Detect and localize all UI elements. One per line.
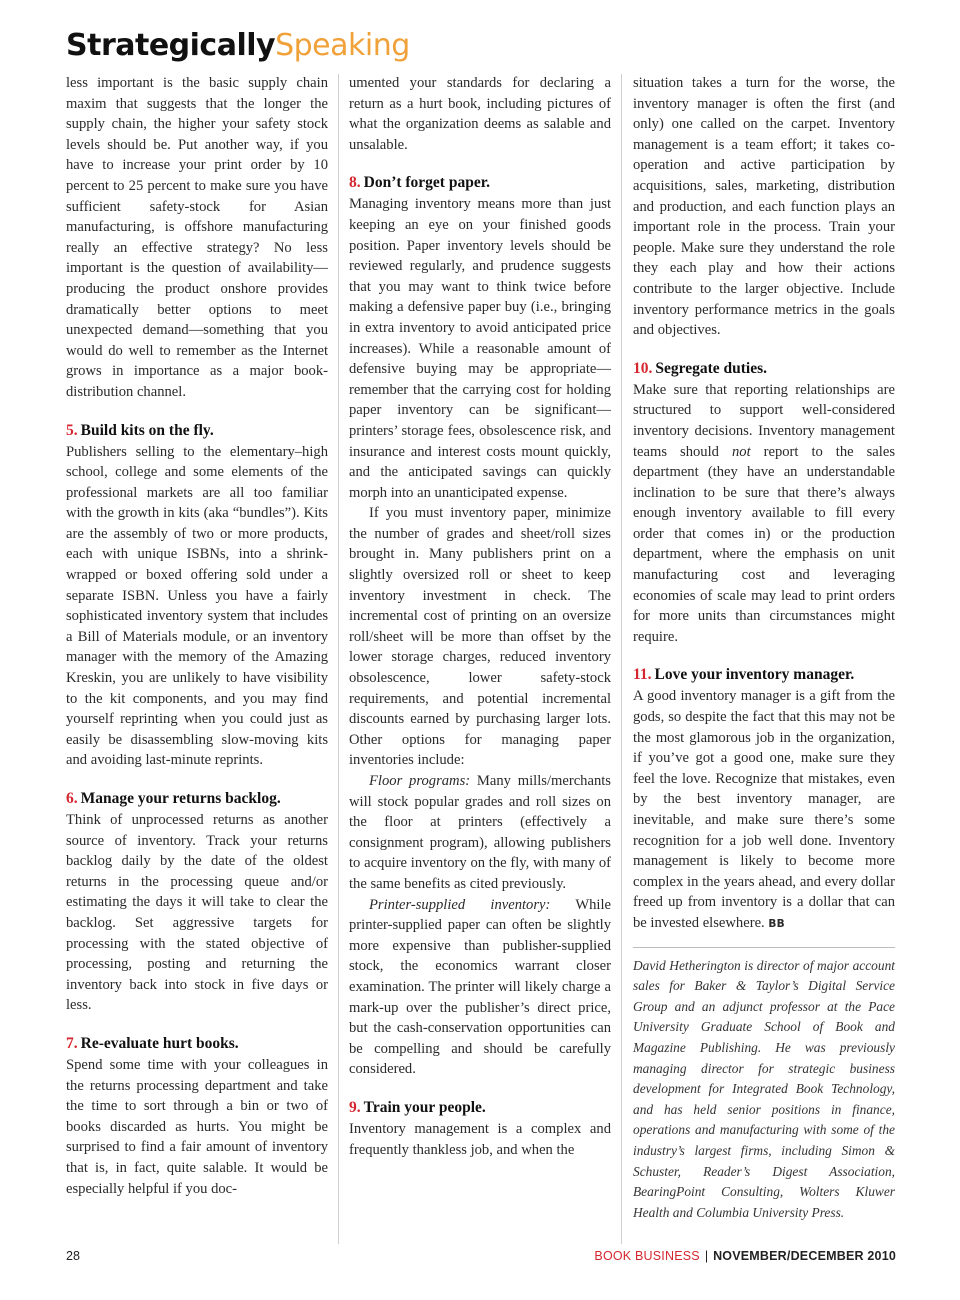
heading-5-title: Build kits on the fly. <box>80 421 214 439</box>
section-10-text-a: Make sure that reporting relationships are structured to support well-considered inventory decisions. Inventory management teams should <box>633 381 895 460</box>
heading-8-title: Don’t forget paper. <box>363 174 491 192</box>
issue-date: NOVEMBER/DECEMBER 2010 <box>713 1249 896 1263</box>
bio-divider <box>633 947 895 948</box>
heading-6-title: Manage your returns backlog. <box>80 790 281 807</box>
column-3 <box>633 73 895 1223</box>
heading-10 <box>633 359 895 379</box>
heading-11 <box>633 665 895 685</box>
heading-5 <box>66 421 328 441</box>
heading-6-number: 6. <box>66 790 78 807</box>
printer-supplied-label: Printer-supplied inventory: <box>369 896 551 913</box>
column-2 <box>349 73 611 1160</box>
footer-separator: | <box>704 1249 709 1263</box>
floor-programs-text: Many mills/merchants will stock popular grades and roll sizes on the floor at printers (effectively a consignment program), allowing publishers to acquire inventory on the fly, with many of the same benefits as cited previously. <box>349 773 611 892</box>
section-10-emphasis: not <box>731 443 751 460</box>
column-divider-1 <box>338 74 339 1244</box>
masthead-title <box>66 28 410 68</box>
section-10-body <box>633 380 895 648</box>
column-divider-2 <box>621 74 622 1244</box>
publication-footer <box>594 1249 896 1263</box>
heading-9-title: Train your people. <box>363 1098 486 1116</box>
author-bio: David Hetherington is director of major account sales for Baker & Taylor’s Digital Service Group and an adjunct professor at the Pace University Graduate School of Book and Magazine Publishing. He was previously managing director for strategic business development for Integrated Book Technology, and has held senior positions in finance, operations and manufacturing with some of the industry’s largest firms, including Simon & Schuster, Reader’s Digest Association, BearingPoint Consulting, Wolters Kluwer Health and Columbia University Press. <box>633 957 895 1220</box>
heading-9-number: 9. <box>349 1098 361 1116</box>
heading-7 <box>66 1034 328 1054</box>
heading-11-number: 11. <box>633 666 652 684</box>
heading-7-number: 7. <box>66 1034 78 1052</box>
section-11-body <box>633 686 895 934</box>
floor-programs-label: Floor programs: <box>369 773 471 789</box>
heading-8-number: 8. <box>349 174 361 192</box>
section-8-printer-supplied <box>349 895 611 1080</box>
section-6-body: Think of unprocessed returns as another source of inventory. Track your returns backlog daily by the date of the oldest returns in the processing queue and/or estimating the days it will take to clear the backlog. Set aggressive targets for processing with the stated objective of processing, posting and returning the inventory back into stock in five days or less. <box>66 812 328 1014</box>
col2-intro: umented your standards for declaring a return as a hurt book, including pictures of what the organization deems as salable and unsalable. <box>349 75 611 153</box>
col3-intro: situation takes a turn for the worse, the inventory manager is often the first (and only) one called on the carpet. Inventory management is a team effort; it takes co-operation and active participation by acquisitions, sales, marketing, distribution and production, and each function plays an important role in the process. Train your people. Make sure they understand the role they each play and how their actions contribute to the larger objective. Include inventory performance metrics in the goals and objectives. <box>633 75 895 339</box>
heading-7-title: Re-evaluate hurt books. <box>80 1034 239 1052</box>
section-5-body: Publishers selling to the elementary–high school, college and some elements of the professional markets are all too familiar with the growth in kits (aka “bundles”). Kits are the assembly of two or more products, each with unique ISBNs, into a shrink-wrapped or boxed offering sold under a separate ISBN. Unless you have a fairly sophisticated inventory system that includes a Bill of Materials module, or an inventory manager with the memory of the Amazing Kreskin, you are unlikely to have visibility to the kit components, and you may find yourself reprinting when you could just as easily be disassembling slow-moving kits and avoiding last-minute reprints. <box>66 443 328 769</box>
heading-9 <box>349 1098 611 1118</box>
column-1 <box>66 73 328 1199</box>
heading-10-title: Segregate duties. <box>655 359 768 377</box>
section-11-text: A good inventory manager is a gift from the gods, so despite the fact that this may not be the most glamorous job in the organization, if you’ve got a good one, make sure they feel the love. Recognize that mistakes, even by the best inventory manager, are inevitable, and make sure there’s some recognition for a job well done. Inventory management is likely to become more complex in the years ahead, and every dollar freed up from inventory is a dollar that can be invested elsewhere. <box>633 688 895 931</box>
heading-6 <box>66 789 328 809</box>
col1-intro: less important is the basic supply chain maxim that suggests that the longer the supply chain, the higher your safety stock levels should be. Put another way, if you have to increase your print order by 10 percent to 25 percent to make sure you have sufficient safety-stock for Asian manufacturing, is offshore manufacturing really an effective strategy? No less important is the question of availability—producing the product onshore provides dramatically better options to meet unexpected demand—something that you would do well to remember as the Internet grows in importance as a major book-distribution channel. <box>66 75 328 400</box>
heading-11-title: Love your inventory manager. <box>654 666 855 684</box>
heading-5-number: 5. <box>66 421 78 439</box>
section-8-para-2: If you must inventory paper, minimize the number of grades and sheet/roll sizes brought in. Many publishers print on a slightly oversized roll or sheet to keep inventory investment in check. The incremental cost of printing on an oversize roll/sheet will be more than offset by the lower storage charges, reduced inventory obsolescence, lower safety-stock requirements, and potential incremental discounts earned by purchasing larger lots. Other options for managing paper inventories include: <box>349 505 611 769</box>
section-7-body: Spend some time with your colleagues in the returns processing department and take the time to sort through a bin or two of books discarded as hurts. You might be surprised to find a fair amount of inventory that is, in fact, quite salable. It would be especially helpful if you doc- <box>66 1056 328 1197</box>
masthead-light: Speaking <box>275 28 410 63</box>
author-signoff: BB <box>768 917 785 930</box>
printer-supplied-text: While printer-supplied paper can often be slightly more expensive than publisher-supplied stock, the economics warrant closer examination. The printer will likely charge a mark-up over the publisher’s direct price, but the cash-conservation opportunities can be compelling and should be carefully considered. <box>349 896 611 1078</box>
page-number: 28 <box>66 1249 80 1263</box>
section-8-floor-programs <box>349 771 611 895</box>
section-8-para-1: Managing inventory means more than just keeping an eye on your finished goods position. Paper inventory levels should be reviewed regularly, and prudence suggests that you may want to think twice before making a defensive paper buy (i.e., bringing in extra inventory to avoid anticipated price increases). While a reasonable amount of defensive buying may be appropriate—remember that the carrying cost for holding paper inventory can be significant—printers’ storage fees, obsolescence risk, and insurance and interest costs mount quickly, and the anticipated savings can quickly morph into an unanticipated expense. <box>349 196 611 501</box>
section-9-body: Inventory management is a complex and frequently thankless job, and when the <box>349 1120 611 1158</box>
magazine-name: BOOK BUSINESS <box>594 1249 700 1263</box>
section-10-text-b: report to the sales department (they have an understandable inclination to be sure that there’s always enough inventory available to fill every order that comes in) or the production department, where the emphasis on unit manufacturing cost and leveraging economies of scale may lead to print orders for more units than circumstances might require. <box>633 443 895 645</box>
heading-8 <box>349 173 611 193</box>
heading-10-number: 10. <box>633 359 653 377</box>
masthead-strong: Strategically <box>66 28 276 63</box>
